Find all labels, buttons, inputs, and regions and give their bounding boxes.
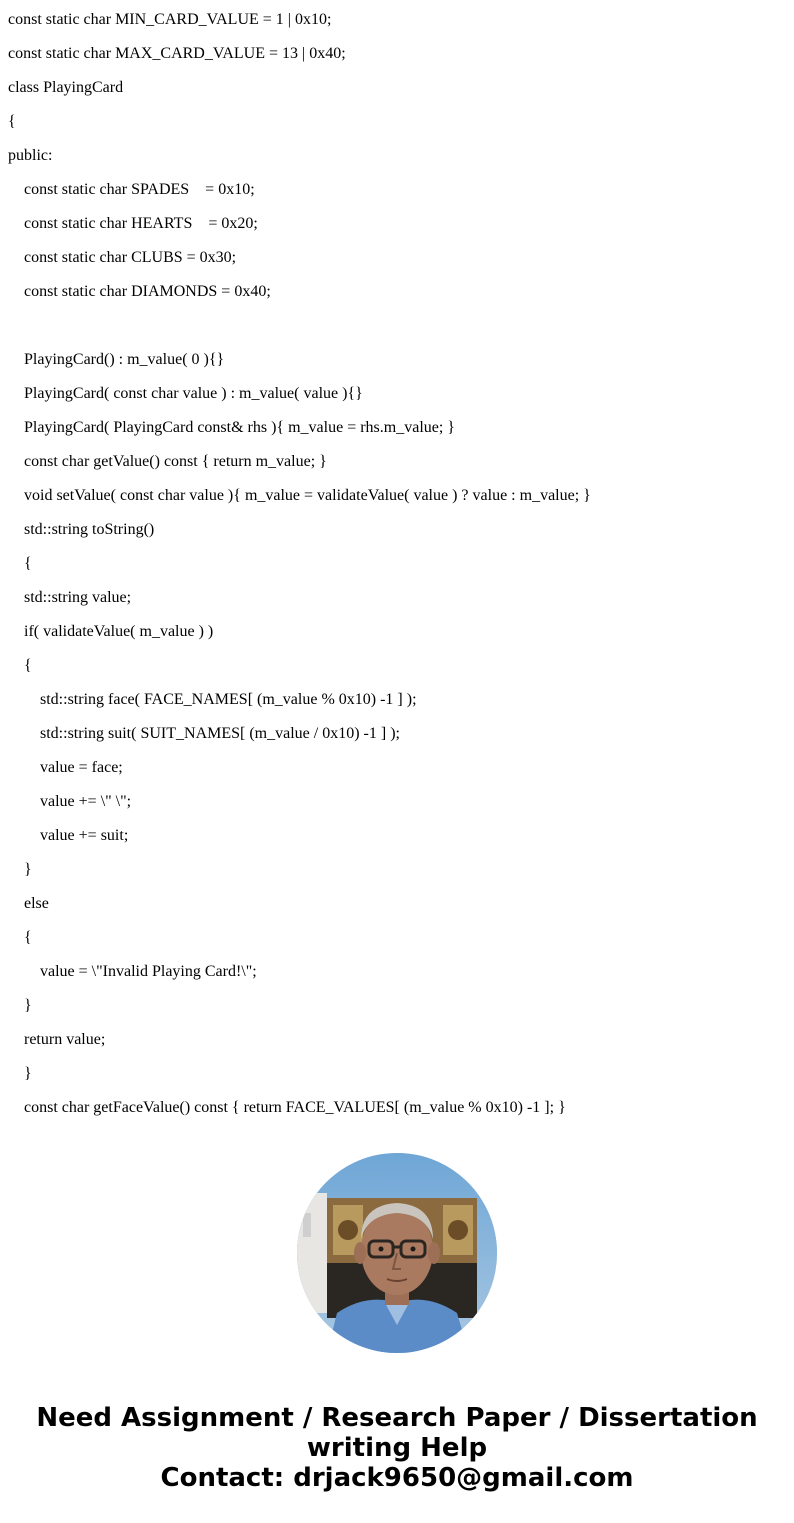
code-line: { <box>8 113 16 130</box>
code-line: else <box>24 895 49 912</box>
code-line: std::string toString() <box>24 521 155 538</box>
code-line: std::string suit( SUIT_NAMES[ (m_value / 0x10) -1 ] ); <box>40 725 400 742</box>
code-line: const static char CLUBS = 0x30; <box>24 249 237 266</box>
code-line: const static char MIN_CARD_VALUE = 1 | 0x10; <box>8 11 332 28</box>
code-line: std::string value; <box>24 589 132 606</box>
footer-contact-email[interactable]: Contact: drjack9650@gmail.com <box>160 1463 634 1493</box>
code-line: return value; <box>24 1031 106 1048</box>
code-line: PlayingCard() : m_value( 0 ){} <box>24 351 225 368</box>
code-line: void setValue( const char value ){ m_value = validateValue( value ) ? value : m_value; } <box>24 487 591 504</box>
code-line: class PlayingCard <box>8 79 124 96</box>
code-line: } <box>24 997 32 1014</box>
code-line: { <box>24 657 32 674</box>
contact-footer <box>0 1403 794 1493</box>
code-line: { <box>24 929 32 946</box>
code-line: const static char HEARTS = 0x20; <box>24 215 258 232</box>
code-line: const char getValue() const { return m_value; } <box>24 453 327 470</box>
code-line: PlayingCard( const char value ) : m_value( value ){} <box>24 385 363 402</box>
footer-line-2: writing Help <box>306 1433 488 1463</box>
code-line: value += \" \"; <box>40 793 132 810</box>
code-line: const char getFaceValue() const { return FACE_VALUES[ (m_value % 0x10) -1 ]; } <box>24 1099 566 1116</box>
code-line: const static char DIAMONDS = 0x40; <box>24 283 271 300</box>
code-line: value = \"Invalid Playing Card!\"; <box>40 963 257 980</box>
code-line: } <box>24 1065 32 1082</box>
code-line: if( validateValue( m_value ) ) <box>24 623 214 640</box>
author-photo-icon <box>297 1153 497 1353</box>
code-line: value = face; <box>40 759 123 776</box>
code-line: { <box>24 555 32 572</box>
code-line: const static char MAX_CARD_VALUE = 13 | 0x40; <box>8 45 346 62</box>
code-line: } <box>24 861 32 878</box>
footer-line-1: Need Assignment / Research Paper / Dissertation <box>36 1403 758 1433</box>
code-line: value += suit; <box>40 827 129 844</box>
code-line: PlayingCard( PlayingCard const& rhs ){ m_value = rhs.m_value; } <box>24 419 455 436</box>
author-photo <box>297 1153 497 1353</box>
code-line: public: <box>8 147 53 164</box>
code-line: const static char SPADES = 0x10; <box>24 181 255 198</box>
code-line: std::string face( FACE_NAMES[ (m_value % 0x10) -1 ] ); <box>40 691 417 708</box>
